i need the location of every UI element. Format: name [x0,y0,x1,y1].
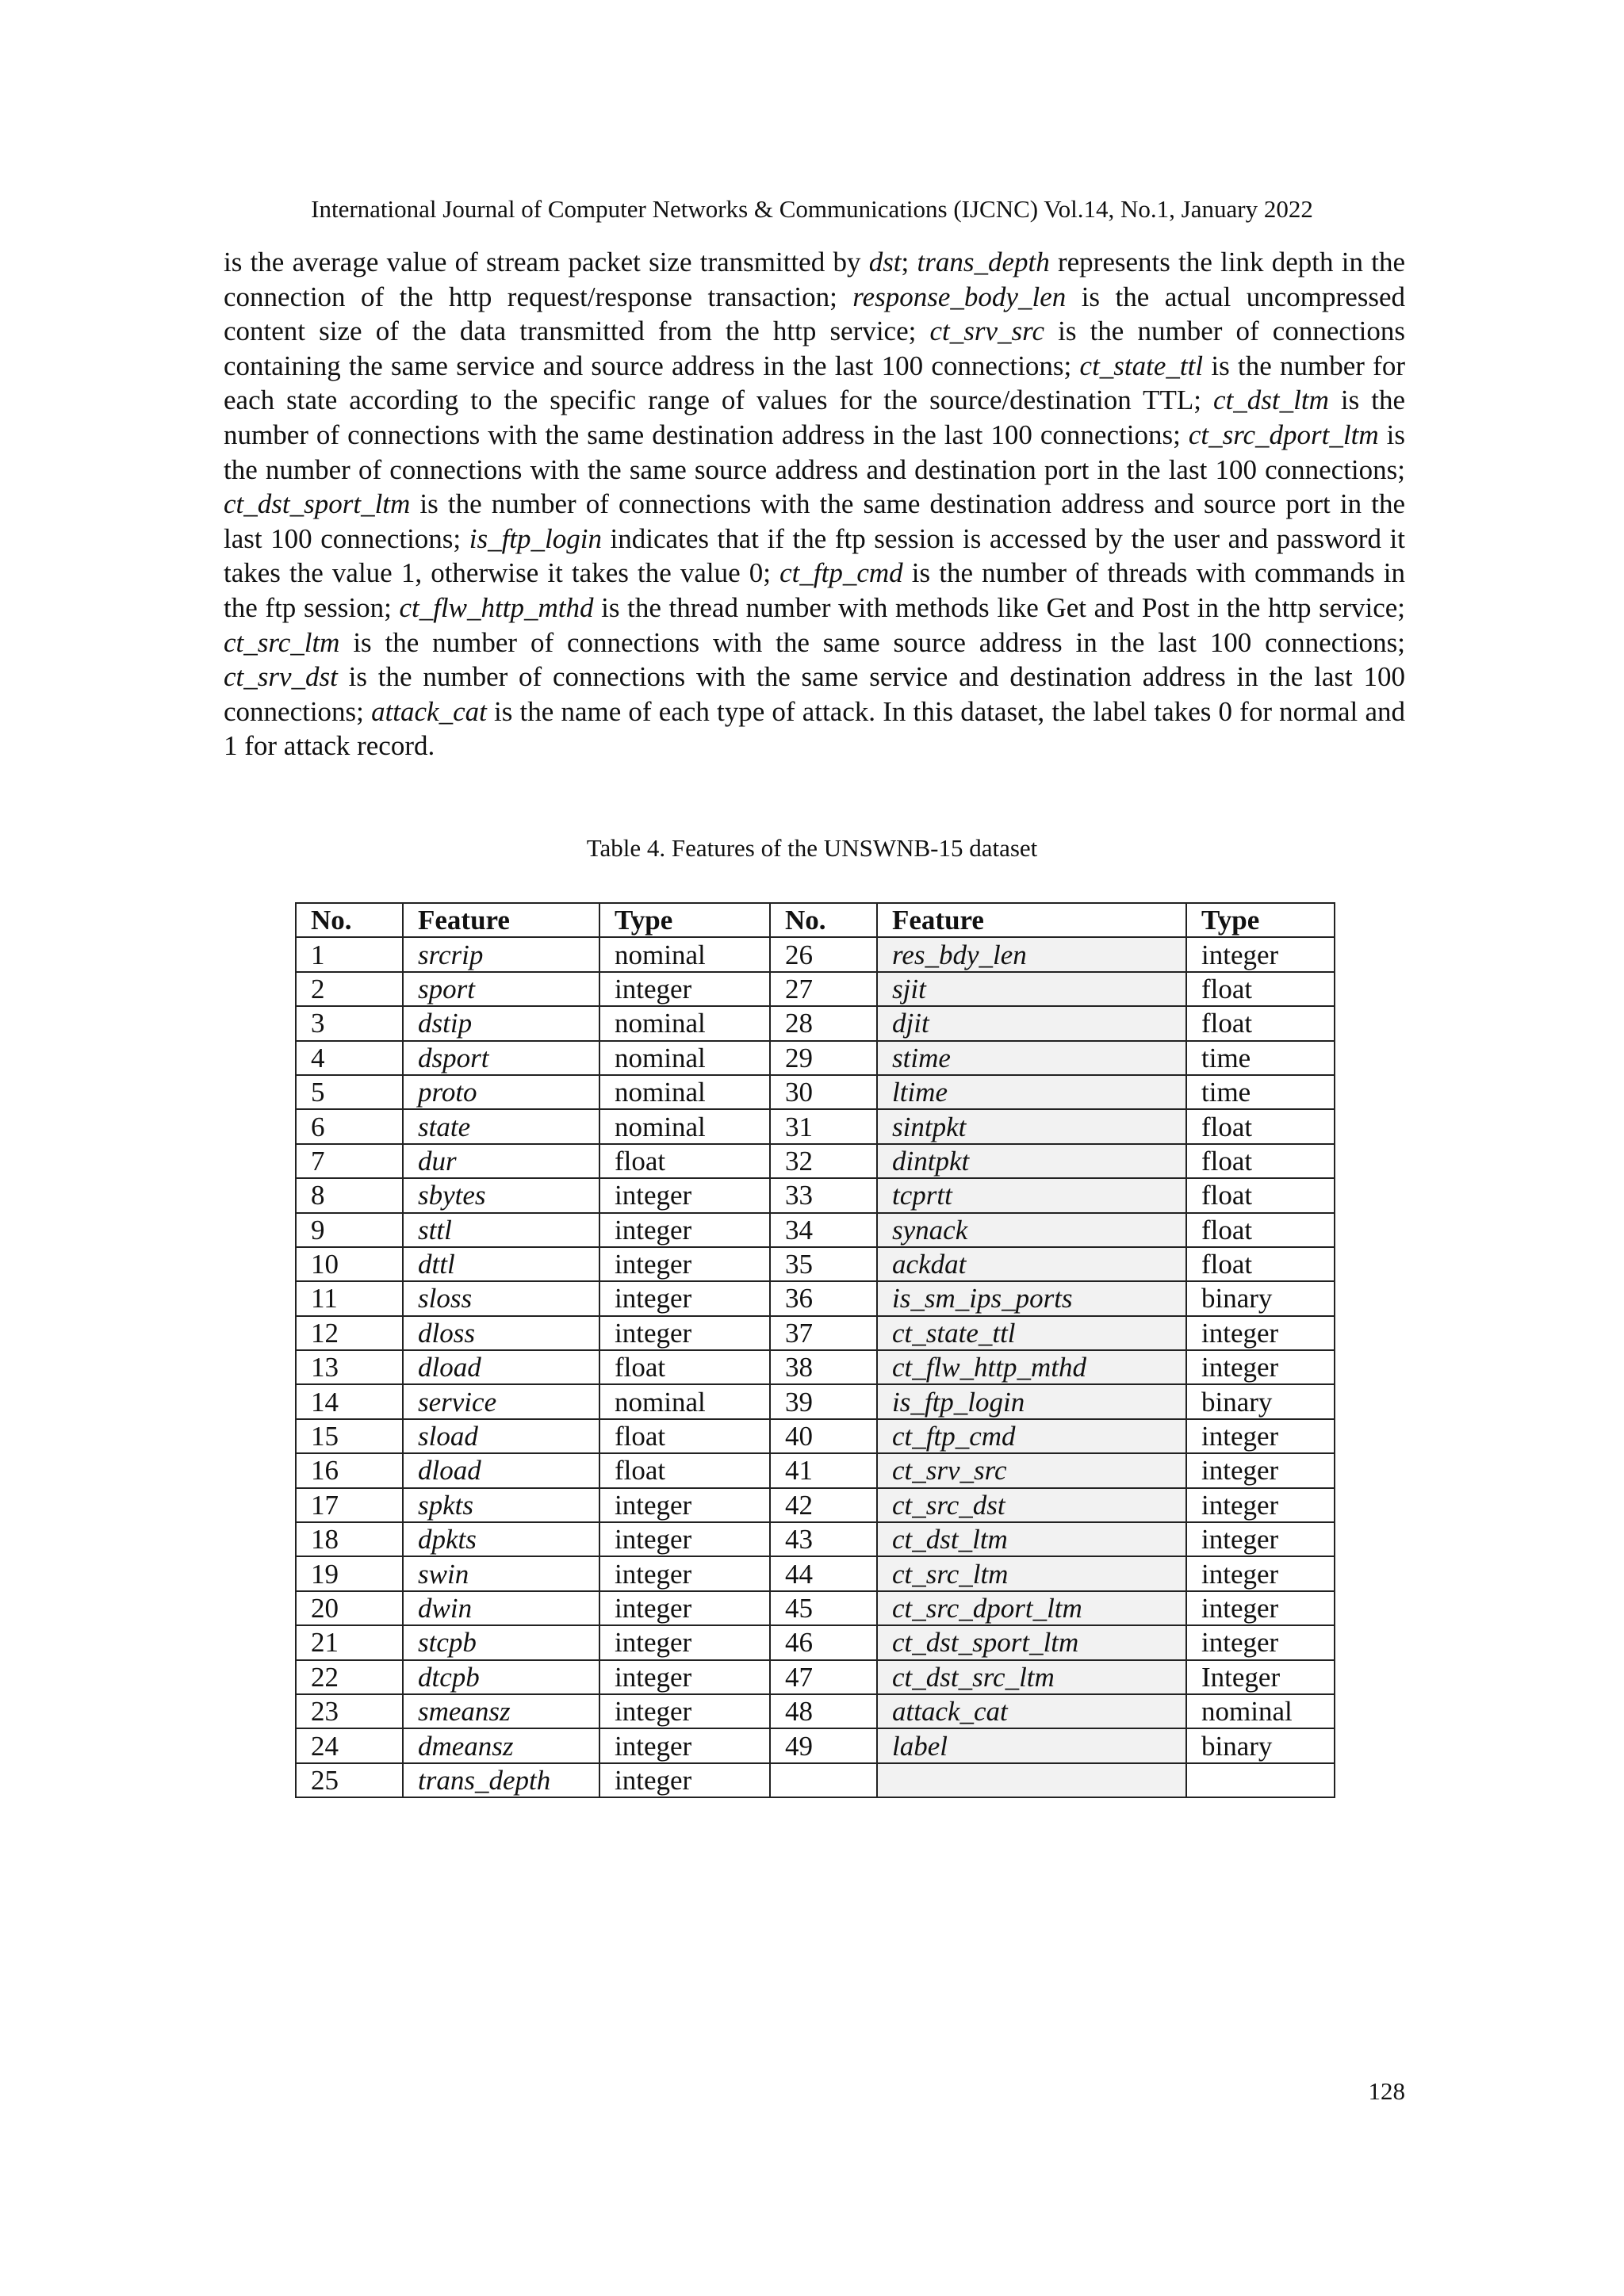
cell-no: 20 [296,1591,403,1625]
cell-feature: dintpkt [877,1144,1186,1178]
cell-feature: attack_cat [877,1694,1186,1728]
cell-feature: sport [403,972,599,1006]
cell-feature: sload [403,1419,599,1453]
cell-feature: is_sm_ips_ports [877,1281,1186,1315]
cell-type: integer [599,1316,770,1350]
cell-no: 1 [296,937,403,971]
cell-type: nominal [599,1006,770,1040]
cell-feature: dpkts [403,1522,599,1556]
feature-term: ct_src_dport_ltm [1188,419,1379,450]
cell-no: 43 [770,1522,877,1556]
table-row [296,1109,1335,1143]
table-row [296,1763,1335,1797]
cell-no: 19 [296,1556,403,1590]
cell-feature: is_ftp_login [877,1384,1186,1418]
cell-type: integer [599,1488,770,1522]
table-row [296,1006,1335,1040]
paragraph-text: is the name of each type of attack. In this dataset, the label takes 0 for normal and 1 for attack record. [224,695,1405,762]
cell-no: 23 [296,1694,403,1728]
cell-type: integer [599,1281,770,1315]
cell-no: 27 [770,972,877,1006]
cell-type: nominal [599,1384,770,1418]
paragraph-text: indicates that if the ftp session is accessed by the user and password it takes the value 1, otherwise it takes the value 0; [224,522,1405,589]
cell-type: integer [1186,1625,1335,1659]
header-type-left: Type [599,903,770,937]
cell-type: integer [599,1625,770,1659]
cell-no: 17 [296,1488,403,1522]
paragraph-text: is the thread number with methods like Get and Post in the http service; [593,591,1406,623]
cell-type: integer [599,1213,770,1247]
cell-no: 24 [296,1728,403,1762]
cell-type: integer [1186,1522,1335,1556]
cell-feature: stime [877,1041,1186,1075]
cell-no: 37 [770,1316,877,1350]
cell-feature: ct_dst_ltm [877,1522,1186,1556]
cell-type: integer [1186,1316,1335,1350]
table-row [296,1178,1335,1212]
cell-no: 45 [770,1591,877,1625]
feature-term: ct_srv_src [929,316,1044,347]
cell-feature: dtcpb [403,1660,599,1694]
page-number: 128 [1368,2077,1405,2105]
cell-feature: sloss [403,1281,599,1315]
cell-feature: ct_srv_src [877,1453,1186,1487]
cell-type: float [599,1419,770,1453]
feature-term: ct_dst_sport_ltm [224,488,411,520]
paragraph-text: is the number of connections with the same source address in the last 100 connections; [339,626,1405,658]
cell-type: integer [599,1247,770,1281]
journal-header: International Journal of Computer Networks & Communications (IJCNC) Vol.14, No.1, January 2022 [311,195,1313,223]
feature-term: ct_flw_http_mthd [399,591,594,623]
cell-no: 33 [770,1178,877,1212]
paragraph-text: is the number of connections containing the same service and source address in the last 100 connections; [224,316,1405,381]
cell-no: 12 [296,1316,403,1350]
cell-type: binary [1186,1384,1335,1418]
table-row [296,1213,1335,1247]
cell-feature: dload [403,1453,599,1487]
paragraph-text: is the number of connections with the same service and destination address in the last 100 connections; [224,661,1405,727]
cell-type: nominal [599,1109,770,1143]
cell-type: integer [599,1694,770,1728]
cell-feature: dload [403,1350,599,1384]
feature-term: ct_dst_ltm [1213,385,1329,416]
cell-feature: sbytes [403,1178,599,1212]
cell-feature: dttl [403,1247,599,1281]
paragraph-text: is the number of threads with commands in the ftp session; [224,557,1405,623]
cell-no [770,1763,877,1797]
cell-type: Integer [1186,1660,1335,1694]
cell-no: 11 [296,1281,403,1315]
feature-term: response_body_len [852,281,1067,312]
cell-feature: synack [877,1213,1186,1247]
cell-no: 25 [296,1763,403,1797]
cell-type: nominal [599,937,770,971]
cell-no: 7 [296,1144,403,1178]
table-header-row [296,903,1335,937]
cell-type: integer [1186,937,1335,971]
cell-type: binary [1186,1728,1335,1762]
cell-feature: dwin [403,1591,599,1625]
cell-feature: spkts [403,1488,599,1522]
cell-no: 32 [770,1144,877,1178]
cell-feature: stcpb [403,1625,599,1659]
table-row [296,1522,1335,1556]
table-row [296,1453,1335,1487]
cell-no: 38 [770,1350,877,1384]
cell-no: 28 [770,1006,877,1040]
feature-term: ct_src_ltm [224,626,340,658]
table-row [296,937,1335,971]
cell-no: 49 [770,1728,877,1762]
cell-type: integer [599,1591,770,1625]
cell-no: 6 [296,1109,403,1143]
cell-feature: srcrip [403,937,599,971]
cell-feature: sttl [403,1213,599,1247]
cell-feature: ct_src_ltm [877,1556,1186,1590]
cell-no: 29 [770,1041,877,1075]
cell-type: integer [599,1660,770,1694]
table-row [296,972,1335,1006]
header-feature-right: Feature [877,903,1186,937]
cell-feature: state [403,1109,599,1143]
table-row [296,1660,1335,1694]
cell-feature: ct_src_dport_ltm [877,1591,1186,1625]
header-no-left: No. [296,903,403,937]
cell-no: 15 [296,1419,403,1453]
table-row [296,1350,1335,1384]
cell-feature: ct_dst_sport_ltm [877,1625,1186,1659]
cell-feature: dstip [403,1006,599,1040]
paragraph-text: ; [901,247,917,277]
cell-feature: ct_src_dst [877,1488,1186,1522]
cell-feature: ct_flw_http_mthd [877,1350,1186,1384]
cell-no: 34 [770,1213,877,1247]
cell-type: integer [1186,1591,1335,1625]
header-feature-left: Feature [403,903,599,937]
cell-feature: ct_ftp_cmd [877,1419,1186,1453]
feature-term: ct_ftp_cmd [779,557,903,589]
cell-type: integer [599,1763,770,1797]
cell-type: nominal [1186,1694,1335,1728]
cell-feature: proto [403,1075,599,1109]
cell-feature: ct_dst_src_ltm [877,1660,1186,1694]
cell-type: float [1186,1109,1335,1143]
table-row [296,1384,1335,1418]
table-body [296,937,1335,1797]
cell-type: float [599,1453,770,1487]
cell-type: float [599,1350,770,1384]
feature-term: trans_depth [917,247,1050,277]
cell-no: 42 [770,1488,877,1522]
cell-no: 9 [296,1213,403,1247]
cell-type: binary [1186,1281,1335,1315]
feature-term: is_ftp_login [469,522,602,554]
cell-no: 40 [770,1419,877,1453]
cell-type: nominal [599,1041,770,1075]
cell-no: 47 [770,1660,877,1694]
cell-no: 10 [296,1247,403,1281]
table-row [296,1316,1335,1350]
cell-type: integer [599,972,770,1006]
cell-type: integer [1186,1419,1335,1453]
cell-no: 18 [296,1522,403,1556]
cell-type: float [1186,1247,1335,1281]
cell-no: 3 [296,1006,403,1040]
cell-feature: ackdat [877,1247,1186,1281]
cell-type [1186,1763,1335,1797]
cell-no: 8 [296,1178,403,1212]
feature-term: attack_cat [371,695,487,727]
paragraph-text: is the actual uncompressed content size of the data transmitted from the http service; [224,281,1406,347]
cell-type: float [599,1144,770,1178]
header-type-right: Type [1186,903,1335,937]
table-caption: Table 4. Features of the UNSWNB-15 dataset [586,834,1038,862]
table-row [296,1591,1335,1625]
table-row [296,1041,1335,1075]
paragraph-text: is the number of connections with the same destination address in the last 100 connections; [224,385,1405,450]
cell-feature: djit [877,1006,1186,1040]
cell-feature: trans_depth [403,1763,599,1797]
cell-type: integer [599,1178,770,1212]
cell-type: integer [1186,1350,1335,1384]
cell-type: integer [599,1556,770,1590]
cell-no: 4 [296,1041,403,1075]
feature-term: ct_state_ttl [1079,350,1204,381]
table-row [296,1419,1335,1453]
cell-type: integer [599,1728,770,1762]
cell-feature: tcprtt [877,1178,1186,1212]
cell-feature [877,1763,1186,1797]
cell-feature: dsport [403,1041,599,1075]
table-row [296,1625,1335,1659]
cell-feature: label [877,1728,1186,1762]
cell-no: 39 [770,1384,877,1418]
table-row [296,1728,1335,1762]
cell-type: float [1186,1178,1335,1212]
table-row [296,1247,1335,1281]
cell-no: 48 [770,1694,877,1728]
feature-term: dst [868,247,902,277]
cell-no: 13 [296,1350,403,1384]
cell-no: 44 [770,1556,877,1590]
cell-no: 26 [770,937,877,971]
cell-type: float [1186,1144,1335,1178]
cell-no: 41 [770,1453,877,1487]
paragraph-text: is the number of connections with the same source address and destination port in the last 100 connections; [224,419,1405,485]
cell-no: 2 [296,972,403,1006]
table-row [296,1556,1335,1590]
cell-no: 21 [296,1625,403,1659]
cell-no: 30 [770,1075,877,1109]
cell-feature: smeansz [403,1694,599,1728]
cell-no: 14 [296,1384,403,1418]
cell-type: float [1186,1006,1335,1040]
cell-feature: sjit [877,972,1186,1006]
cell-type: time [1186,1041,1335,1075]
paragraph-text: is the number of connections with the same destination address and source port in the last 100 connections; [224,488,1405,554]
cell-feature: dloss [403,1316,599,1350]
cell-type: time [1186,1075,1335,1109]
cell-feature: sintpkt [877,1109,1186,1143]
table-row [296,1075,1335,1109]
cell-type: float [1186,1213,1335,1247]
cell-feature: ltime [877,1075,1186,1109]
cell-no: 35 [770,1247,877,1281]
cell-type: float [1186,972,1335,1006]
cell-no: 5 [296,1075,403,1109]
cell-type: integer [599,1522,770,1556]
cell-feature: dmeansz [403,1728,599,1762]
cell-feature: service [403,1384,599,1418]
table-row [296,1144,1335,1178]
cell-type: nominal [599,1075,770,1109]
table-row [296,1488,1335,1522]
cell-type: integer [1186,1488,1335,1522]
cell-feature: swin [403,1556,599,1590]
table-row [296,1694,1335,1728]
cell-feature: ct_state_ttl [877,1316,1186,1350]
cell-feature: res_bdy_len [877,937,1186,971]
cell-no: 31 [770,1109,877,1143]
cell-no: 16 [296,1453,403,1487]
body-paragraph [224,245,1405,763]
cell-feature: dur [403,1144,599,1178]
cell-type: integer [1186,1556,1335,1590]
cell-type: integer [1186,1453,1335,1487]
cell-no: 22 [296,1660,403,1694]
header-no-right: No. [770,903,877,937]
paragraph-text: is the average value of stream packet size transmitted by [224,247,869,277]
table-row [296,1281,1335,1315]
cell-no: 36 [770,1281,877,1315]
cell-no: 46 [770,1625,877,1659]
paragraph-text: is the number for each state according to the specific range of values for the source/destination TTL; [224,350,1405,416]
feature-term: ct_srv_dst [224,661,338,693]
features-table [295,902,1335,1798]
paragraph-text: represents the link depth in the connection of the http request/response transaction; [224,247,1405,312]
